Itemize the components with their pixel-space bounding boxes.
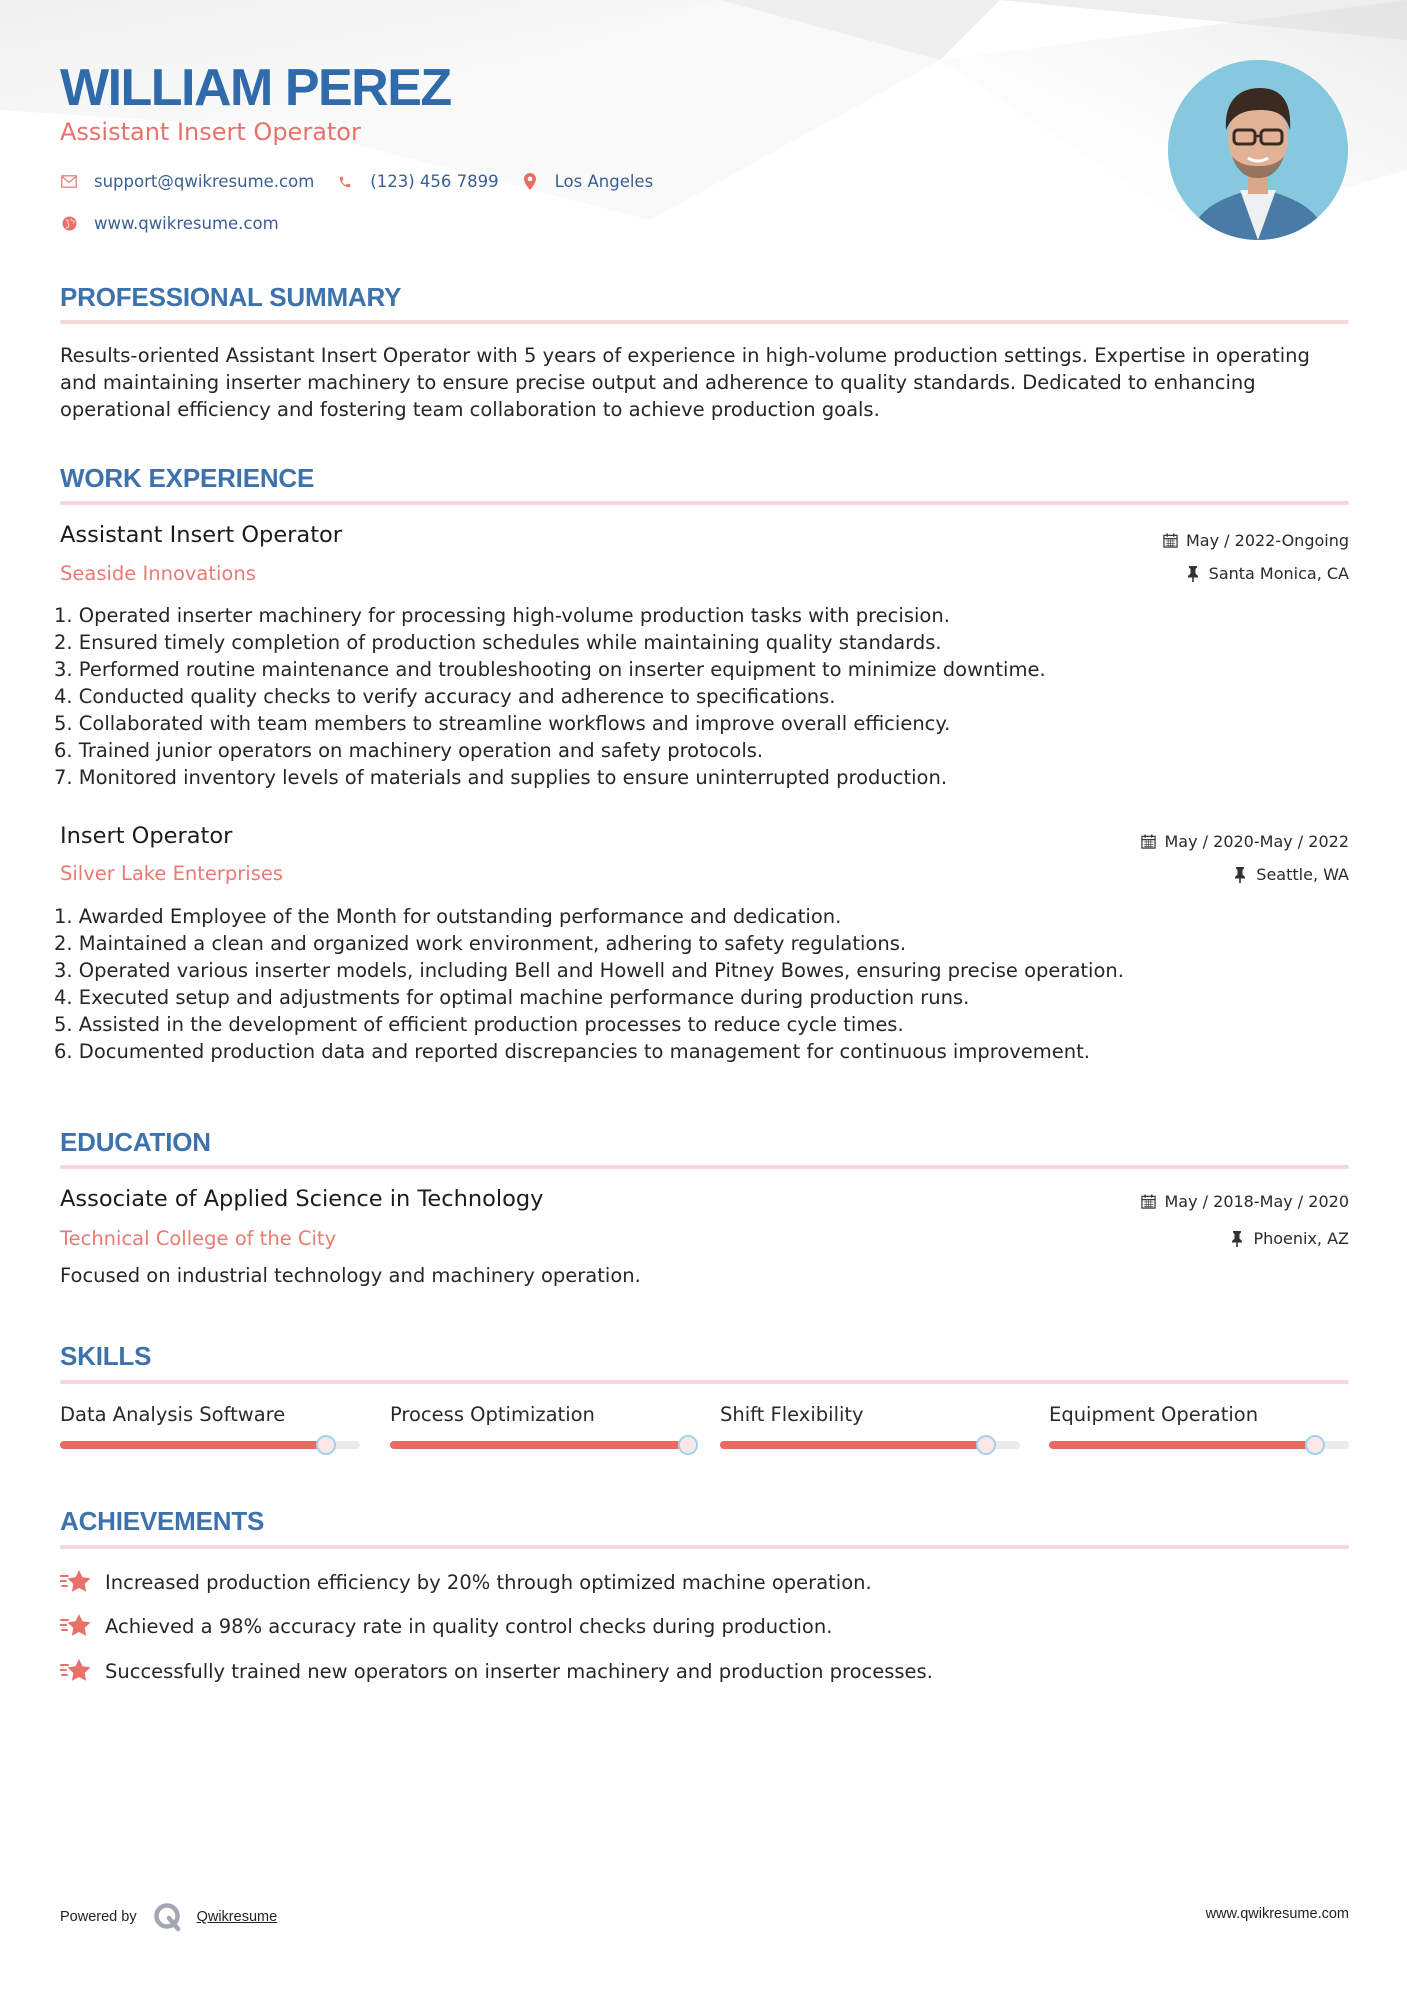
education-location (1229, 1229, 1349, 1248)
job-location (1185, 564, 1349, 583)
email-link[interactable]: support@qwikresume.com (94, 172, 315, 191)
list-item: 3. Operated various inserter models, including Bell and Howell and Pitney Bowes, ensuring precise operation. (54, 959, 1124, 982)
footer-powered-by (60, 1902, 277, 1932)
candidate-name: WILLIAM PEREZ (60, 59, 451, 117)
achievement-item (60, 1612, 832, 1640)
achievement-item (60, 1568, 872, 1596)
achievement-text: Achieved a 98% accuracy rate in quality control checks during production. (105, 1614, 833, 1638)
list-item: 2. Ensured timely completion of production schedules while maintaining quality standards. (54, 631, 942, 654)
phone-icon (336, 173, 354, 191)
contact-row (60, 172, 675, 191)
skill-label: Shift Flexibility (720, 1403, 864, 1426)
job-bullets (54, 903, 1354, 1065)
star-icon (60, 1657, 92, 1685)
section-heading-skills: SKILLS (60, 1341, 152, 1371)
job-company: Seaside Innovations (60, 562, 256, 585)
skill-bar-knob (678, 1435, 698, 1455)
skill-label: Process Optimization (390, 1403, 595, 1426)
website-row (60, 214, 301, 233)
job-location-text: Seattle, WA (1256, 865, 1349, 884)
section-heading-work: WORK EXPERIENCE (60, 463, 315, 493)
job-title: Insert Operator (60, 823, 233, 849)
phone-number[interactable]: (123) 456 7899 (370, 172, 499, 191)
achievement-text: Successfully trained new operators on inserter machinery and production processes. (105, 1659, 933, 1683)
list-item: 5. Collaborated with team members to streamline workflows and improve overall efficiency. (54, 712, 951, 735)
job-location (1232, 865, 1349, 884)
skill-item (390, 1403, 690, 1426)
qwikresume-link[interactable]: Qwikresume (196, 1909, 278, 1925)
qwikresume-logo-icon (153, 1902, 183, 1932)
calendar-icon (1162, 533, 1178, 549)
skill-bar-knob (976, 1435, 996, 1455)
calendar-icon (1141, 834, 1157, 850)
skill-bar (390, 1441, 690, 1449)
list-item: 4. Conducted quality checks to verify accuracy and adherence to specifications. (54, 685, 836, 708)
section-heading-achievements: ACHIEVEMENTS (60, 1506, 265, 1536)
skill-bar (1049, 1441, 1349, 1449)
achievement-item (60, 1657, 933, 1685)
skill-bar (720, 1441, 1020, 1449)
education-dates-text: May / 2018-May / 2020 (1164, 1192, 1349, 1211)
job-company: Silver Lake Enterprises (60, 862, 284, 885)
skill-bar-knob (1305, 1435, 1325, 1455)
skill-item (1049, 1403, 1349, 1426)
list-item: 5. Assisted in the development of efficient production processes to reduce cycle times. (54, 1013, 904, 1036)
pushpin-icon (1185, 566, 1201, 582)
education-dates (1141, 1192, 1350, 1211)
job-dates (1141, 832, 1350, 851)
skill-bar-fill (60, 1441, 327, 1449)
section-divider (60, 1165, 1349, 1169)
summary-text: Results-oriented Assistant Insert Operator with 5 years of experience in high-volume production settings. Expertise in operating and maintaining inserter machinery to ensure precise output and adherence to quality standards. Dedicated to enhancing operational efficiency and fostering team collaboration to achieve production goals. (60, 344, 1310, 421)
skill-label: Equipment Operation (1049, 1403, 1259, 1426)
section-divider (60, 320, 1349, 324)
list-item: 2. Maintained a clean and organized work environment, adhering to safety regulations. (54, 932, 907, 955)
section-heading-education: EDUCATION (60, 1127, 211, 1157)
list-item: 7. Monitored inventory levels of materials and supplies to ensure uninterrupted production. (54, 766, 948, 789)
skill-bar-fill (720, 1441, 987, 1449)
list-item: 6. Documented production data and reported discrepancies to management for continuous improvement. (54, 1040, 1090, 1063)
education-location-text: Phoenix, AZ (1253, 1229, 1349, 1248)
list-item: 6. Trained junior operators on machinery operation and safety protocols. (54, 739, 764, 762)
school-name: Technical College of the City (60, 1227, 337, 1250)
website-link[interactable]: www.qwikresume.com (94, 214, 279, 233)
job-dates (1162, 531, 1349, 550)
skill-item (60, 1403, 360, 1426)
profile-photo (1168, 60, 1348, 240)
skill-bar-fill (1049, 1441, 1316, 1449)
calendar-icon (1141, 1194, 1157, 1210)
list-item: 1. Awarded Employee of the Month for outstanding performance and dedication. (54, 905, 842, 928)
education-description: Focused on industrial technology and machinery operation. (60, 1264, 641, 1287)
job-dates-text: May / 2020-May / 2022 (1164, 832, 1349, 851)
pushpin-icon (1229, 1231, 1245, 1247)
skill-label: Data Analysis Software (60, 1403, 286, 1426)
job-bullets (54, 602, 1354, 791)
list-item: 3. Performed routine maintenance and troubleshooting on inserter equipment to minimize downtime. (54, 658, 1046, 681)
list-item: 1. Operated inserter machinery for processing high-volume production tasks with precision. (54, 604, 950, 627)
list-item: 4. Executed setup and adjustments for optimal machine performance during production runs. (54, 986, 970, 1009)
star-icon (60, 1612, 92, 1640)
pushpin-icon (1232, 867, 1248, 883)
skill-item (720, 1403, 1020, 1426)
map-pin-icon (521, 173, 539, 191)
footer-website[interactable]: www.qwikresume.com (1205, 1906, 1349, 1922)
star-icon (60, 1568, 92, 1596)
job-location-text: Santa Monica, CA (1208, 564, 1349, 583)
section-divider (60, 1545, 1349, 1549)
section-divider (60, 501, 1349, 505)
achievement-text: Increased production efficiency by 20% through optimized machine operation. (105, 1570, 872, 1594)
skill-bar-knob (316, 1435, 336, 1455)
section-heading-summary: PROFESSIONAL SUMMARY (60, 282, 402, 312)
degree-title: Associate of Applied Science in Technology (60, 1186, 544, 1212)
job-title: Assistant Insert Operator (60, 522, 343, 548)
skill-bar-fill (390, 1441, 690, 1449)
envelope-icon (60, 173, 78, 191)
skill-bar (60, 1441, 360, 1449)
powered-by-label: Powered by (60, 1909, 137, 1925)
section-divider (60, 1380, 1349, 1384)
location-text: Los Angeles (554, 172, 654, 191)
candidate-title: Assistant Insert Operator (60, 118, 361, 146)
job-dates-text: May / 2022-Ongoing (1186, 531, 1349, 550)
globe-icon (60, 215, 78, 233)
